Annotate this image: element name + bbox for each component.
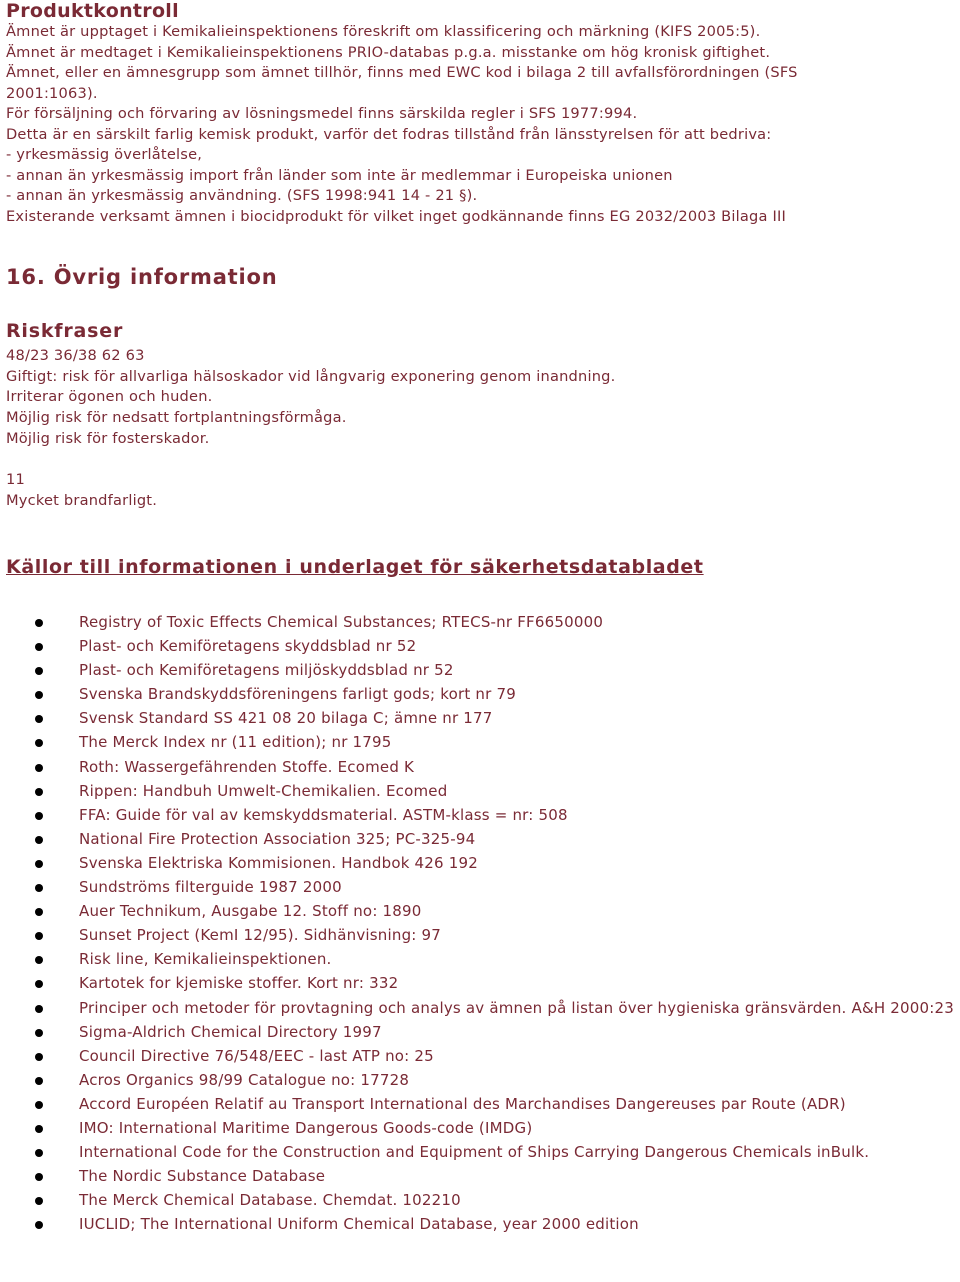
source-text: Acros Organics 98/99 Catalogue no: 17728 <box>79 1070 410 1089</box>
source-text: International Code for the Construction and Equipment of Ships Carrying Dangerous Chemicals inBulk. <box>79 1143 870 1162</box>
kifs-line: - annan än yrkesmässig import från länder som inte är medlemmar i Europeiska unionen <box>6 166 673 184</box>
bullet-icon <box>35 764 43 772</box>
bullet-icon <box>35 1173 43 1181</box>
bullet-icon <box>35 1077 43 1085</box>
source-text: Auer Technikum, Ausgabe 12. Stoff no: 1890 <box>79 902 422 921</box>
source-item <box>6 612 956 634</box>
source-item <box>6 1166 956 1188</box>
bullet-icon <box>35 1029 43 1037</box>
source-item <box>6 1022 956 1044</box>
source-text: Svensk Standard SS 421 08 20 bilaga C; ämne nr 177 <box>79 709 493 728</box>
bullet-icon <box>35 691 43 699</box>
bullet-icon <box>35 860 43 868</box>
source-item <box>6 708 956 730</box>
bullet-icon <box>35 1125 43 1133</box>
source-item <box>6 684 956 706</box>
source-item <box>6 1070 956 1092</box>
source-text: Sigma-Aldrich Chemical Directory 1997 <box>79 1022 382 1041</box>
produktkontroll-block <box>6 0 956 227</box>
source-text: Plast- och Kemiföretagens skyddsblad nr 52 <box>79 637 417 656</box>
bullet-icon <box>35 1101 43 1109</box>
source-item <box>6 925 956 947</box>
source-item <box>6 973 956 995</box>
source-item <box>6 829 956 851</box>
bullet-icon <box>35 739 43 747</box>
bullet-icon <box>35 980 43 988</box>
source-item <box>6 1214 956 1236</box>
kifs-line: Ämnet, eller en ämnesgrupp som ämnet tillhör, finns med EWC kod i bilaga 2 till avfallsförordningen (SFS <box>6 64 798 81</box>
source-item <box>6 660 956 682</box>
bullet-icon <box>35 788 43 796</box>
source-item <box>6 901 956 923</box>
source-text: Accord Européen Relatif au Transport International des Marchandises Dangereuses par Route (ADR) <box>79 1094 846 1113</box>
source-item <box>6 732 956 754</box>
risk-line: 48/23 36/38 62 63 <box>6 347 145 364</box>
source-text: Sunset Project (KemI 12/95). Sidhänvisning: 97 <box>79 926 441 945</box>
source-text: Plast- och Kemiföretagens miljöskyddsblad nr 52 <box>79 661 454 680</box>
risk-line: Irriterar ögonen och huden. <box>6 388 213 406</box>
source-text: Registry of Toxic Effects Chemical Substances; RTECS-nr FF6650000 <box>79 613 604 631</box>
source-text: National Fire Protection Association 325; PC-325-94 <box>79 829 476 848</box>
source-text: Rippen: Handbuh Umwelt-Chemikalien. Ecomed <box>79 781 448 800</box>
source-item <box>6 1142 956 1164</box>
riskfraser-heading: Riskfraser <box>6 320 124 342</box>
source-text: The Merck Index nr (11 edition); nr 1795 <box>79 733 392 752</box>
source-item <box>6 636 956 658</box>
source-text: Svenska Elektriska Kommisionen. Handbok 426 192 <box>79 853 478 872</box>
document-page <box>6 0 956 1234</box>
risk-line: Giftigt: risk för allvarliga hälsoskador vid långvarig exponering genom inandning. <box>6 367 616 385</box>
bullet-icon <box>35 1221 43 1229</box>
bullet-icon <box>35 812 43 820</box>
source-item <box>6 1046 956 1068</box>
produktkontroll-title: Produktkontroll <box>6 0 179 22</box>
bullet-icon <box>35 643 43 651</box>
sources-list <box>6 612 956 1238</box>
bullet-icon <box>35 715 43 723</box>
source-item <box>6 877 956 899</box>
source-item <box>6 781 956 803</box>
bullet-icon <box>35 1005 43 1013</box>
source-item <box>6 1118 956 1140</box>
bullet-icon <box>35 956 43 964</box>
source-text: Kartotek for kjemiske stoffer. Kort nr: 332 <box>79 974 399 993</box>
source-text: The Nordic Substance Database <box>79 1167 326 1186</box>
kifs-line: För försäljning och förvaring av lösningsmedel finns särskilda regler i SFS 1977:994. <box>6 105 638 122</box>
kifs-line: 2001:1063). <box>6 84 98 102</box>
spacer <box>6 450 615 471</box>
risk-code: 11 <box>6 471 25 489</box>
kifs-line: Existerande verksamt ämnen i biocidprodukt för vilket inget godkännande finns EG 2032/2003 Bilaga III <box>6 207 786 225</box>
kifs-line: Ämnet är medtaget i Kemikalieinspektionens PRIO-databas p.g.a. misstanke om hög kronisk giftighet. <box>6 43 771 61</box>
bullet-icon <box>35 667 43 675</box>
section-16-heading: 16. Övrig information <box>6 265 278 289</box>
source-text: Roth: Wassergefährenden Stoffe. Ecomed K <box>79 757 415 776</box>
kifs-line: - yrkesmässig överlåtelse, <box>6 146 203 163</box>
bullet-icon <box>35 619 43 627</box>
kifs-line: Ämnet är upptaget i Kemikalieinspektionens föreskrift om klassificering och märkning (KIFS 2005:5). <box>6 23 761 40</box>
bullet-icon <box>35 884 43 892</box>
source-text: FFA: Guide för val av kemskyddsmaterial. ASTM-klass = nr: 508 <box>79 805 568 824</box>
source-item <box>6 757 956 779</box>
source-item <box>6 805 956 827</box>
bullet-icon <box>35 932 43 940</box>
source-text: Principer och metoder för provtagning och analys av ämnen på listan över hygieniska gränsvärden. A&H 2000:23 <box>79 998 955 1017</box>
bullet-icon <box>35 908 43 916</box>
kifs-line: Detta är en särskilt farlig kemisk produkt, varför det fodras tillstånd från länsstyrelsen för att bedriva: <box>6 125 772 143</box>
source-text: Council Directive 76/548/EEC - last ATP no: 25 <box>79 1046 434 1065</box>
source-item <box>6 1094 956 1116</box>
bullet-icon <box>35 1149 43 1157</box>
sources-heading: Källor till informationen i underlaget för säkerhetsdatabladet <box>6 556 704 578</box>
risk-line: Möjlig risk för nedsatt fortplantningsförmåga. <box>6 409 347 427</box>
riskfraser-block <box>6 346 615 512</box>
kifs-line: - annan än yrkesmässig användning. (SFS 1998:941 14 - 21 §). <box>6 187 478 204</box>
bullet-icon <box>35 1197 43 1205</box>
source-item <box>6 998 956 1020</box>
source-text: Risk line, Kemikalieinspektionen. <box>79 950 332 969</box>
source-text: The Merck Chemical Database. Chemdat. 102210 <box>79 1191 461 1210</box>
bullet-icon <box>35 836 43 844</box>
source-text: Svenska Brandskyddsföreningens farligt gods; kort nr 79 <box>79 685 516 704</box>
bullet-icon <box>35 1053 43 1061</box>
source-item <box>6 1190 956 1212</box>
source-item <box>6 949 956 971</box>
source-item <box>6 853 956 875</box>
source-text: IMO: International Maritime Dangerous Goods-code (IMDG) <box>79 1118 533 1137</box>
risk-line: Möjlig risk för fosterskador. <box>6 429 210 447</box>
source-text: IUCLID; The International Uniform Chemical Database, year 2000 edition <box>79 1215 639 1234</box>
source-text: Sundströms filterguide 1987 2000 <box>79 878 342 897</box>
risk-code-text: Mycket brandfarligt. <box>6 491 158 509</box>
